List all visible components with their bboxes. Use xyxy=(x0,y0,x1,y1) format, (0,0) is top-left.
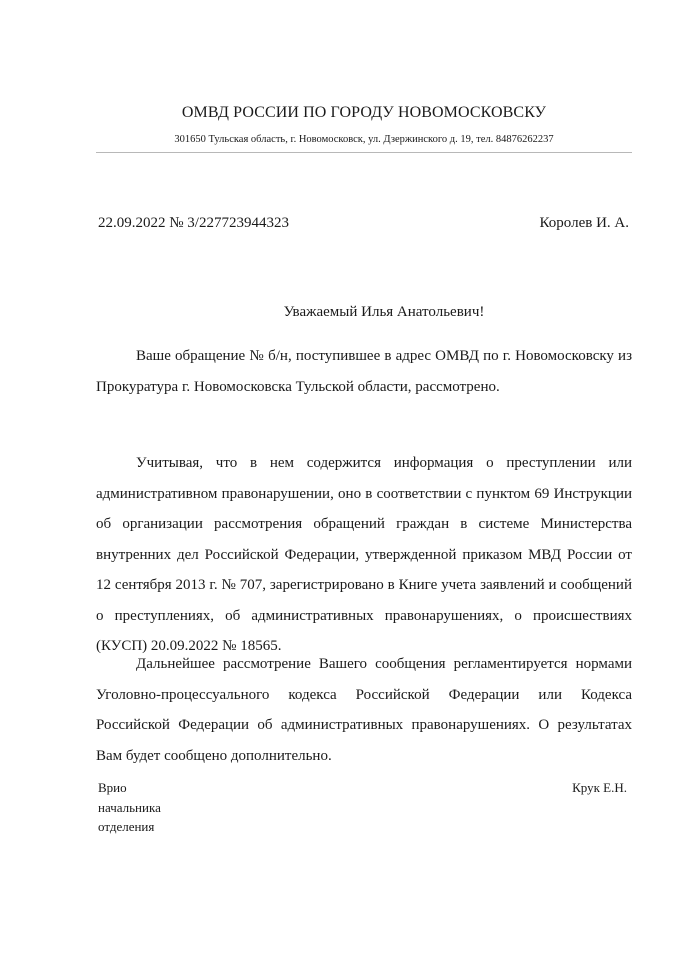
organization-address: 301650 Тульская область, г. Новомосковск, ул. Дзержинского д. 19, тел. 84876262237 xyxy=(174,134,554,145)
signer-position-line: Врио xyxy=(98,780,127,795)
document-date-number: 22.09.2022 № 3/227723944323 xyxy=(98,215,289,231)
paragraph-text: Учитывая, что в нем содержится информация о преступлении или административном правонарушении, оно в соответствии с пунктом 69 Инструкции об организации рассмотрения обращений граждан в системе Министерства внутренних дел Российской Федерации, утвержденной приказом МВД России от 12 сентября 2013 г. № 707, зарегистрировано в Книге учета заявлений и сообщений о преступлениях, об административных правонарушениях, о происшествиях (КУСП) 20.09.2022 № 18565. xyxy=(96,455,632,654)
signer-position xyxy=(98,778,161,837)
signer-position-line: отделения xyxy=(98,819,155,834)
paragraph-text: Дальнейшее рассмотрение Вашего сообщения регламентируется нормами Уголовно-процессуального кодекса Российской Федерации или Кодекса Российской Федерации об административных правонарушениях. О результатах Вам будет сообщено дополнительно. xyxy=(96,656,632,764)
body-paragraph-3 xyxy=(96,649,632,771)
paragraph-text: Ваше обращение № б/н, поступившее в адрес ОМВД по г. Новомосковску из Прокуратура г. Новомосковска Тульской области, рассмотрено. xyxy=(96,348,632,395)
recipient-name: Королев И. А. xyxy=(539,215,629,231)
signer-name: Крук Е.Н. xyxy=(572,780,627,795)
body-paragraph-2 xyxy=(96,448,632,662)
signer-position-line: начальника xyxy=(98,799,161,815)
organization-title: ОМВД РОССИИ ПО ГОРОДУ НОВОМОСКОВСКУ xyxy=(181,104,547,121)
body-paragraph-1 xyxy=(96,341,632,402)
header-divider xyxy=(96,152,632,153)
salutation: Уважаемый Илья Анатольевич! xyxy=(283,304,485,320)
